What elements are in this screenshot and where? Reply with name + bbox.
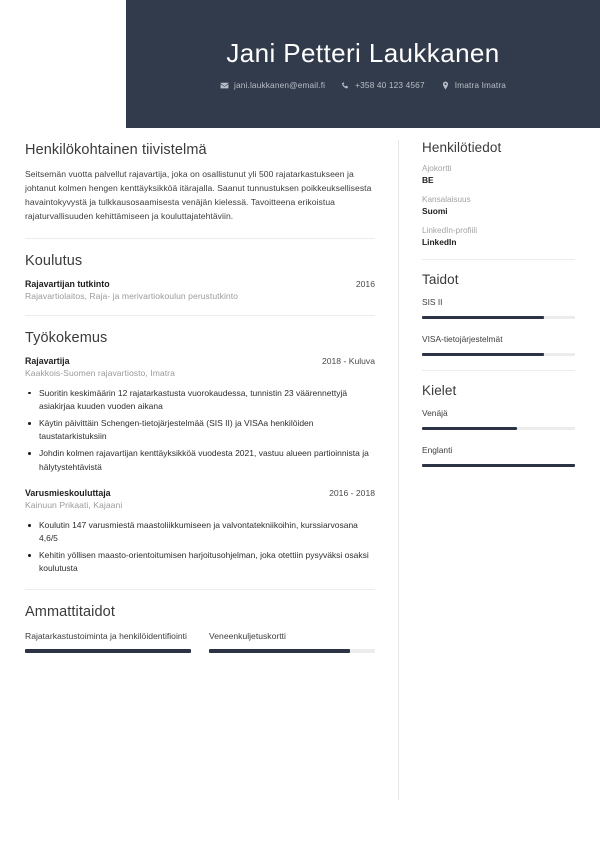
phone-icon bbox=[341, 81, 350, 90]
experience-entry-date: 2016 - 2018 bbox=[329, 487, 375, 498]
language-item bbox=[422, 407, 575, 430]
professional-skill-bar-fill bbox=[209, 649, 350, 653]
resume-body bbox=[0, 128, 600, 848]
bullet-item: Käytin päivittäin Schengen-tietojärjestelmää (SIS II) ja VISAa henkilöiden taustatarkistuksiin bbox=[25, 417, 375, 443]
detail-label: LinkedIn-profiili bbox=[422, 226, 478, 235]
contact-phone bbox=[341, 80, 425, 90]
section-experience bbox=[25, 315, 375, 576]
section-title-personal-details: Henkilötiedot bbox=[422, 140, 502, 155]
professional-skill-item bbox=[25, 630, 191, 652]
detail-label: Kansalaisuus bbox=[422, 195, 471, 204]
detail-item bbox=[422, 164, 575, 185]
experience-entry-title: Varusmieskouluttaja bbox=[25, 487, 111, 498]
sidebar-column bbox=[422, 128, 575, 481]
professional-skill-label: Rajatarkastustoiminta ja henkilöidentifiointi bbox=[25, 631, 187, 642]
section-title-education: Koulutus bbox=[25, 252, 83, 269]
bullet-item: Johdin kolmen rajavartijan kenttäyksikköä vuodesta 2021, vastuu alueen partioinnista ja hälytystehtävistä bbox=[25, 447, 375, 473]
section-summary bbox=[25, 128, 375, 224]
section-title-summary: Henkilökohtainen tiivistelmä bbox=[25, 142, 207, 158]
contact-phone-text: +358 40 123 4567 bbox=[355, 80, 425, 91]
professional-skill-item bbox=[209, 630, 375, 652]
detail-value: BE bbox=[422, 175, 434, 185]
skill-item bbox=[422, 296, 575, 319]
page-title: Jani Petteri Laukkanen bbox=[226, 37, 500, 68]
experience-entry-date: 2018 - Kuluva bbox=[321, 355, 375, 366]
summary-text: Seitsemän vuotta palvellut rajavartija, joka on osallistunut yli 500 rajatarkastukseen ja johtanut kolmen hengen kenttäyksikköä itärajalla. Saanut tunnustuksen poikkeuksellisesta havaintokyvystä ja tulkkausosaamisesta venäjän kielessä. Tavoitteena erikoistua rajaturvallisuuden kehittämiseen ja kouluttajatehtäviin. bbox=[25, 169, 372, 221]
contact-location-text: Imatra Imatra bbox=[454, 80, 507, 91]
language-bar-fill bbox=[422, 464, 575, 468]
skill-item bbox=[422, 333, 575, 356]
language-bar-track bbox=[422, 464, 575, 468]
contact-email bbox=[220, 80, 325, 90]
skill-bar-fill bbox=[422, 353, 544, 357]
professional-skill-bar-track bbox=[209, 649, 375, 653]
experience-entry-subtitle: Kainuun Prikaati, Kajaani bbox=[25, 499, 123, 510]
experience-bullets bbox=[25, 387, 375, 474]
skill-bar-fill bbox=[422, 316, 544, 320]
education-entry-subtitle: Rajavartiolaitos, Raja- ja merivartiokoulun perustutkinto bbox=[25, 290, 239, 301]
skill-bar-track bbox=[422, 353, 575, 357]
education-entry-date: 2016 bbox=[355, 278, 375, 289]
detail-value-linkedin[interactable]: LinkedIn bbox=[422, 237, 457, 247]
professional-skill-bar-fill bbox=[25, 649, 191, 653]
section-title-professional-skills: Ammattitaidot bbox=[25, 604, 115, 621]
section-professional-skills bbox=[25, 589, 375, 652]
envelope-icon bbox=[220, 81, 229, 90]
skill-bar-track bbox=[422, 316, 575, 320]
language-bar-fill bbox=[422, 427, 517, 431]
professional-skill-label: Veneenkuljetuskortti bbox=[209, 631, 286, 642]
section-title-languages: Kielet bbox=[422, 383, 457, 399]
education-entry bbox=[25, 279, 375, 301]
section-education bbox=[25, 238, 375, 301]
language-label: Venäjä bbox=[422, 408, 448, 419]
detail-item bbox=[422, 226, 575, 247]
experience-entry bbox=[25, 488, 375, 576]
column-divider bbox=[398, 140, 399, 800]
detail-item bbox=[422, 195, 575, 216]
detail-label: Ajokortti bbox=[422, 164, 452, 173]
experience-entry-head bbox=[25, 488, 375, 498]
language-item bbox=[422, 444, 575, 467]
experience-bullets bbox=[25, 519, 375, 576]
section-personal-details bbox=[422, 128, 575, 247]
professional-skills-grid bbox=[25, 630, 375, 652]
education-entry-title: Rajavartijan tutkinto bbox=[25, 278, 110, 289]
contact-email-text: jani.laukkanen@email.fi bbox=[233, 80, 326, 91]
detail-value: Suomi bbox=[422, 206, 448, 216]
language-bar-track bbox=[422, 427, 575, 431]
experience-entry bbox=[25, 356, 375, 474]
section-skills bbox=[422, 259, 575, 356]
experience-entry-head bbox=[25, 356, 375, 366]
bullet-item: Suoritin keskimäärin 12 rajatarkastusta vuorokaudessa, tunnistin 23 väärennettyjä asiakirjaa kuuden vuoden aikana bbox=[25, 387, 375, 413]
contact-location bbox=[441, 80, 506, 90]
skill-label: VISA-tietojärjestelmät bbox=[422, 334, 503, 345]
experience-entry-title: Rajavartija bbox=[25, 355, 70, 366]
language-label: Englanti bbox=[422, 445, 453, 456]
professional-skill-bar-track bbox=[25, 649, 191, 653]
section-languages bbox=[422, 370, 575, 467]
main-column bbox=[25, 128, 375, 653]
resume-header bbox=[126, 0, 600, 128]
bullet-item: Koulutin 147 varusmiestä maastoliikkumiseen ja valvontatekniikoihin, kurssiarvosana 4,6/5 bbox=[25, 519, 375, 545]
education-entry-head bbox=[25, 279, 375, 289]
section-title-experience: Työkokemus bbox=[25, 329, 108, 346]
location-pin-icon bbox=[441, 81, 450, 90]
bullet-item: Kehitin yöllisen maasto-orientoitumisen harjoitusohjelman, joka otettiin pysyväksi osaksi koulutusta bbox=[25, 549, 375, 575]
experience-entry-subtitle: Kaakkois-Suomen rajavartiosto, Imatra bbox=[25, 367, 175, 378]
contact-row bbox=[220, 80, 506, 90]
section-title-skills: Taidot bbox=[422, 272, 459, 287]
skill-label: SIS II bbox=[422, 297, 443, 307]
